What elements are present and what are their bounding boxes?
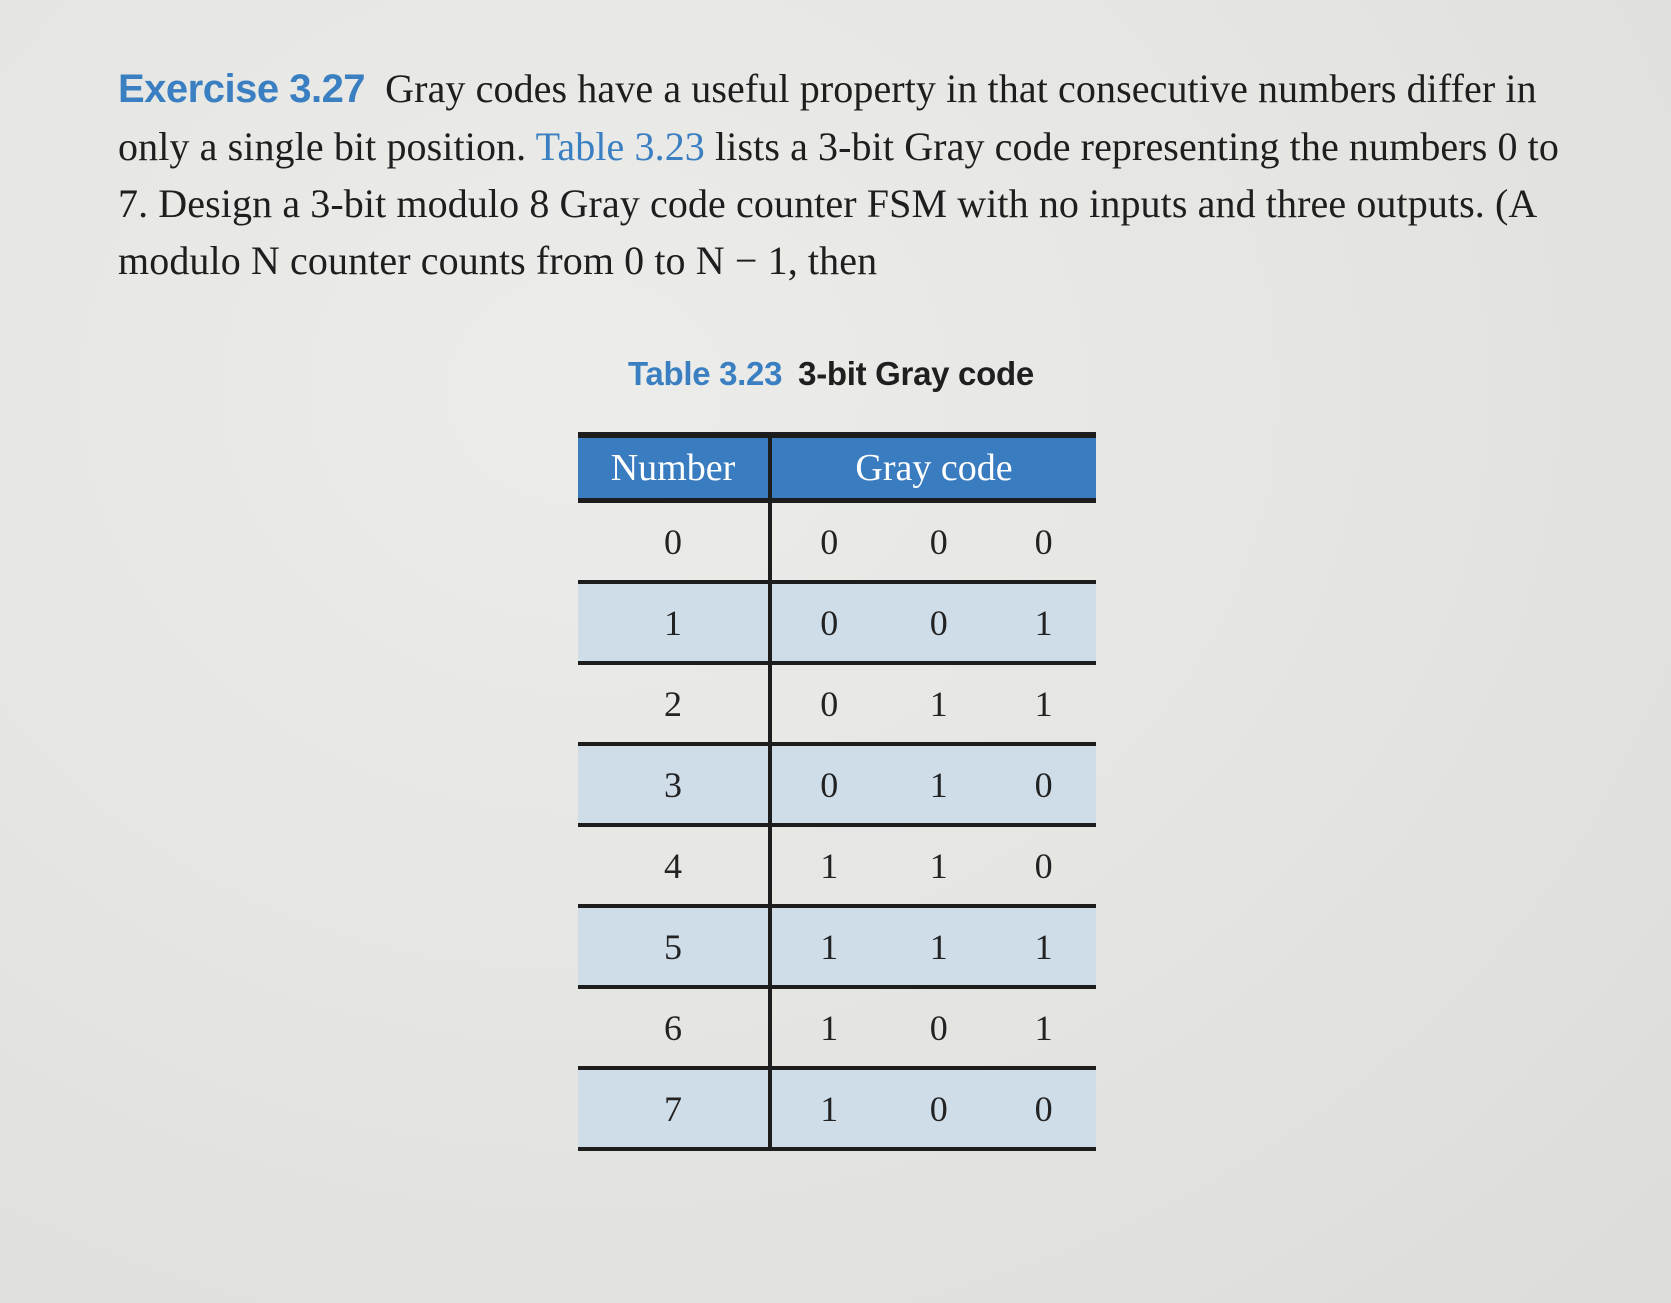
header-number: Number [578, 435, 770, 501]
gray-bit: 1 [886, 906, 991, 987]
exercise-text-part2: lists a 3-bit Gray code representing the numbers 0 to 7. Design a 3-bit modulo 8 Gray code counter FSM with no inputs and three outputs. (A modulo N counter counts from 0 to N − 1, then [118, 124, 1559, 283]
exercise-label: Exercise 3.27 [118, 67, 366, 111]
table-caption [628, 355, 1034, 393]
gray-bit: 0 [991, 744, 1096, 825]
gray-bit: 1 [991, 663, 1096, 744]
gray-bit: 1 [886, 744, 991, 825]
row-number: 0 [578, 501, 770, 583]
gray-bit: 0 [886, 582, 991, 663]
gray-bit: 0 [991, 825, 1096, 906]
exercise-paragraph [118, 60, 1578, 289]
row-number: 2 [578, 663, 770, 744]
row-number: 3 [578, 744, 770, 825]
gray-bit: 1 [991, 582, 1096, 663]
gray-code-table [578, 432, 1096, 1151]
gray-bit: 1 [886, 663, 991, 744]
gray-bit: 1 [770, 1068, 886, 1149]
row-number: 5 [578, 906, 770, 987]
table-row [578, 987, 1096, 1068]
gray-bit: 1 [770, 825, 886, 906]
table-row [578, 1068, 1096, 1149]
gray-bit: 0 [770, 501, 886, 583]
gray-bit: 0 [886, 501, 991, 583]
row-number: 4 [578, 825, 770, 906]
gray-bit: 1 [770, 906, 886, 987]
table-row [578, 582, 1096, 663]
gray-bit: 0 [991, 501, 1096, 583]
row-number: 6 [578, 987, 770, 1068]
table-caption-number: Table 3.23 [628, 355, 783, 392]
table-caption-title: 3-bit Gray code [798, 355, 1034, 392]
table-header-row [578, 435, 1096, 501]
row-number: 1 [578, 582, 770, 663]
gray-bit: 1 [991, 987, 1096, 1068]
table-reference: Table 3.23 [535, 124, 705, 169]
gray-bit: 0 [991, 1068, 1096, 1149]
gray-bit: 1 [886, 825, 991, 906]
gray-bit: 0 [770, 582, 886, 663]
table-row [578, 744, 1096, 825]
table-row [578, 501, 1096, 583]
row-number: 7 [578, 1068, 770, 1149]
gray-bit: 0 [886, 1068, 991, 1149]
gray-bit: 1 [991, 906, 1096, 987]
table-row [578, 825, 1096, 906]
table-row [578, 906, 1096, 987]
gray-bit: 1 [770, 987, 886, 1068]
header-gray-code: Gray code [770, 435, 1096, 501]
gray-bit: 0 [886, 987, 991, 1068]
exercise-text-part1: Gray codes have a useful property in that consecutive numbers differ in only a single bit position. [118, 66, 1537, 169]
gray-bit: 0 [770, 744, 886, 825]
gray-bit: 0 [770, 663, 886, 744]
table-row [578, 663, 1096, 744]
